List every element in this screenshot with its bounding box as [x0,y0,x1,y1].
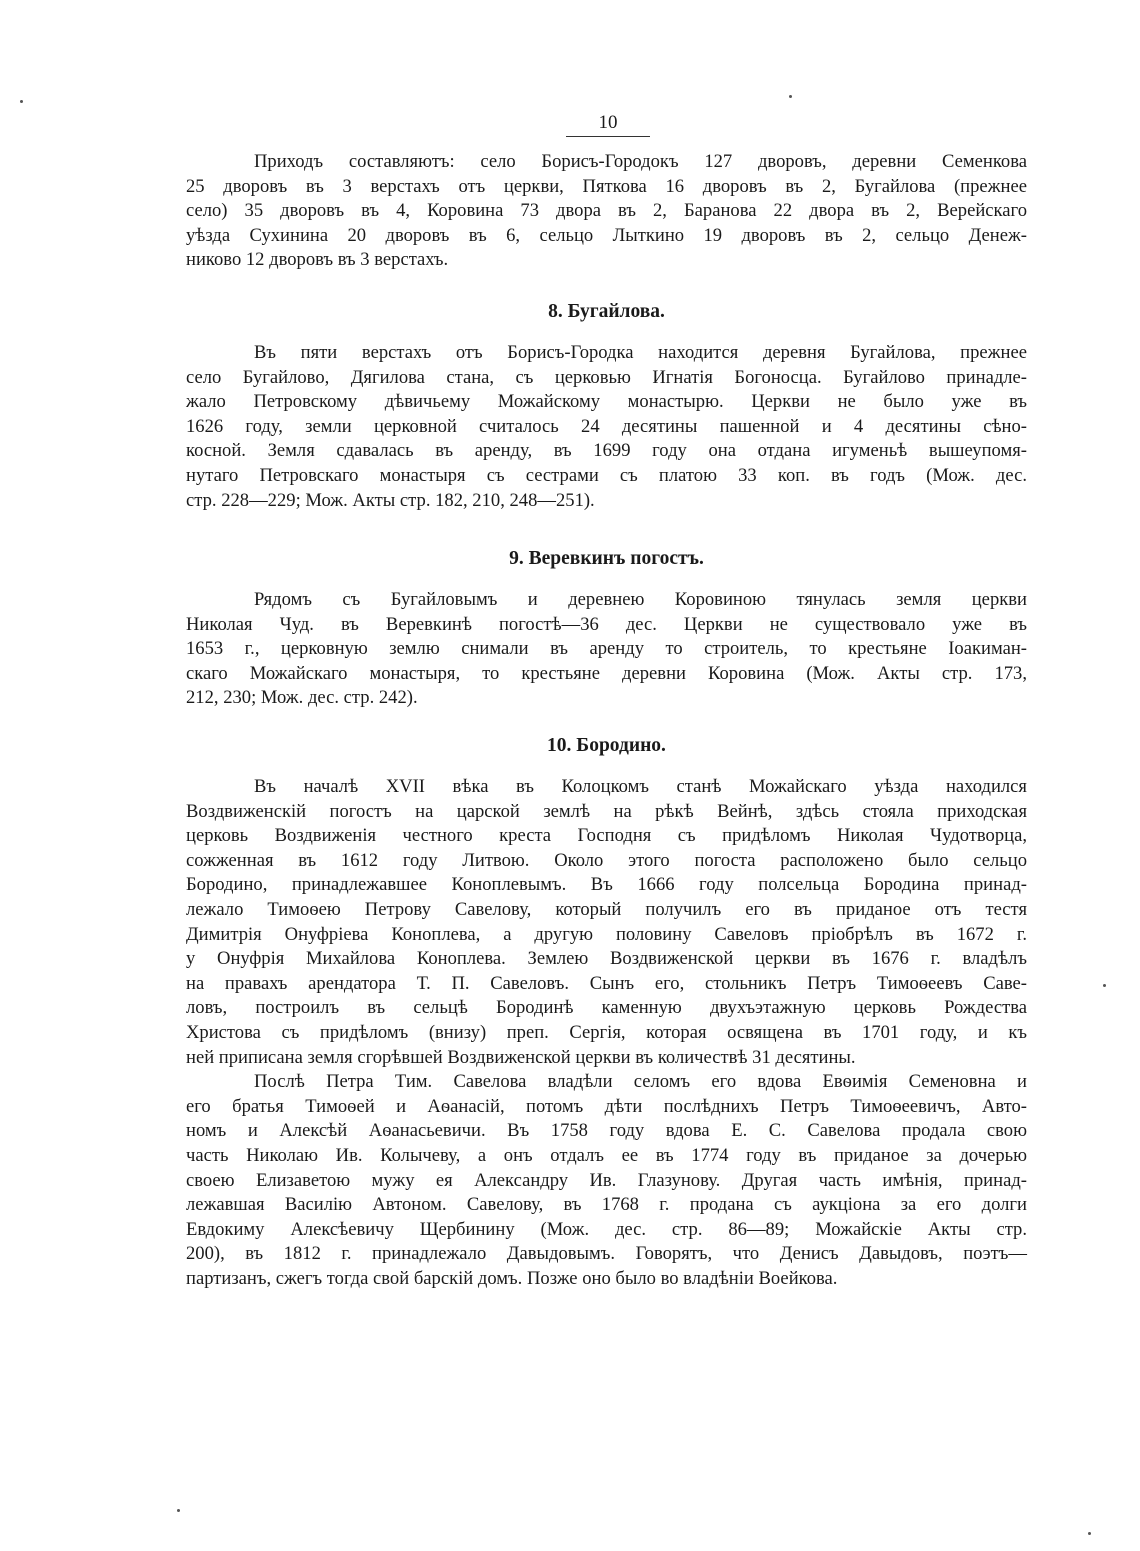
paragraph-section-8 [186,341,1027,513]
text-line: лежавшая Василію Автоном. Савелову, въ 1768 г. продана съ аукціона за его долги [186,1194,1027,1216]
paragraph-parish [186,150,1027,273]
text-line: партизанъ, сжегъ тогда свой барскій домъ. Позже оно было во владѣніи Воейкова. [186,1267,838,1289]
text-line: уѣзда Сухинина 20 дворовъ въ 6, сельцо Лыткино 19 дворовъ въ 2, сельцо Денеж- [186,224,1027,246]
text-line: сожженная въ 1612 году Литвою. Около этого погоста расположено было сельцо [186,849,1027,871]
text-line: Димитрія Онуфріева Коноплева, а другую половину Савеловъ пріобрѣлъ въ 1672 г. [186,923,1027,945]
text-line: на правахъ арендатора Т. П. Савеловъ. Сынъ его, стольникъ Петръ Тимоѳеевъ Саве- [186,972,1027,994]
section-heading-9: 9. Веревкинъ погостъ. [509,548,704,569]
text-line: стр. 228—229; Мож. Акты стр. 182, 210, 248—251). [186,489,595,511]
page-number: 10 [598,112,618,133]
text-line: номъ и Алексѣй Аѳанасьевичи. Въ 1758 году вдова Е. С. Савелова продала свою [186,1120,1027,1142]
text-line: жало Петровскому дѣвичьему Можайскому монастырю. Церкви не было уже въ [186,391,1027,413]
text-line: Бородино, принадлежавшее Коноплевымъ. Въ 1666 году полсельца Бородина принад- [186,874,1027,896]
text-line: часть Николаю Ив. Колычеву, а онъ отдалъ ее въ 1774 году въ приданое за дочерью [186,1144,1027,1166]
text-line: Въ пяти верстахъ отъ Борисъ-Городка находится деревня Бугайлова, прежнее [254,342,1027,363]
text-line: скаго Можайскаго монастыря, то крестьяне деревни Коровина (Мож. Акты стр. 173, [186,662,1027,684]
text-line: 200), въ 1812 г. принадлежало Давыдовымъ. Говорятъ, что Денисъ Давыдовъ, поэтъ— [186,1243,1027,1265]
section-heading-8: 8. Бугайлова. [548,301,665,322]
paragraph-section-10 [186,775,1027,1291]
text-line: 1653 г., церковную землю снимали въ аренду то строитель, то крестьяне Іоакиман- [186,638,1027,660]
scan-speck [789,95,792,98]
text-line: ловъ, построилъ въ сельцѣ Бородинѣ каменную двухъэтажную церковь Рождества [186,997,1027,1019]
scan-speck [1088,1532,1091,1535]
text-line: церковь Воздвиженія честного креста Господня съ придѣломъ Николая Чудотворца, [186,825,1027,847]
page-number-rule [566,136,650,137]
paragraph-section-9 [186,588,1027,711]
text-line: Въ началѣ XVII вѣка въ Колоцкомъ станѣ Можайскаго уѣзда находился [254,776,1027,797]
text-line: своею Елизаветою мужу ея Александру Ив. Глазунову. Другая часть имѣнія, принад- [186,1169,1027,1191]
text-line: 212, 230; Мож. дес. стр. 242). [186,687,418,709]
text-line: Воздвиженскій погостъ на царской землѣ на рѣкѣ Вейнѣ, здѣсь стояла приходская [186,800,1027,822]
text-line: Послѣ Петра Тим. Савелова владѣли селомъ его вдова Евѳимія Семеновна и [254,1071,1027,1093]
text-line: село) 35 дворовъ въ 4, Коровина 73 двора въ 2, Баранова 22 двора въ 2, Верейскаго [186,200,1027,222]
text-line: Николая Чуд. въ Веревкинѣ погостѣ—36 дес. Церкви не существовало уже въ [186,613,1027,635]
scan-speck [177,1509,180,1512]
text-line: Евдокиму Алексѣевичу Щербинину (Мож. дес. стр. 86—89; Можайскіе Акты стр. [186,1218,1027,1240]
text-line: нутаго Петровскаго монастыря съ сестрами съ платою 33 коп. въ годъ (Мож. дес. [186,464,1027,486]
scan-speck [1103,984,1106,987]
text-line: 25 дворовъ въ 3 верстахъ отъ церкви, Пяткова 16 дворовъ въ 2, Бугайлова (прежнее [186,175,1027,197]
text-line: косной. Земля сдавалась въ аренду, въ 1699 году она отдана игуменьѣ вышеупомя- [186,440,1027,462]
section-heading-10: 10. Бородино. [547,735,666,756]
text-line: Христова съ придѣломъ (внизу) преп. Сергія, которая освящена въ 1701 году, и къ [186,1021,1027,1043]
text-line: 1626 году, земли церковной считалось 24 десятины пашенной и 4 десятины сѣно- [186,415,1027,437]
text-line: никово 12 дворовъ въ 3 верстахъ. [186,249,449,271]
text-line: лежало Тимоѳею Петрову Савелову, который получилъ его въ приданое отъ тестя [186,898,1027,920]
text-line: Рядомъ съ Бугайловымъ и деревнею Коровиною тянулась земля церкви [254,589,1027,610]
text-line: Приходъ составляютъ: село Борисъ-Городокъ 127 дворовъ, деревни Семенкова [254,151,1027,172]
text-line: его братья Тимоѳей и Аѳанасій, потомъ дѣти послѣднихъ Петръ Тимоѳеевичъ, Авто- [186,1095,1027,1117]
scan-speck [20,100,23,103]
text-line: у Онуфрія Михайлова Коноплева. Землею Воздвиженской церкви въ 1676 г. владѣлъ [186,948,1027,970]
text-line: село Бугайлово, Дягилова стана, съ церковью Игнатія Богоносца. Бугайлово принадле- [186,366,1027,388]
text-line: ней приписана земля сгорѣвшей Воздвиженской церкви въ количествѣ 31 десятины. [186,1046,856,1068]
